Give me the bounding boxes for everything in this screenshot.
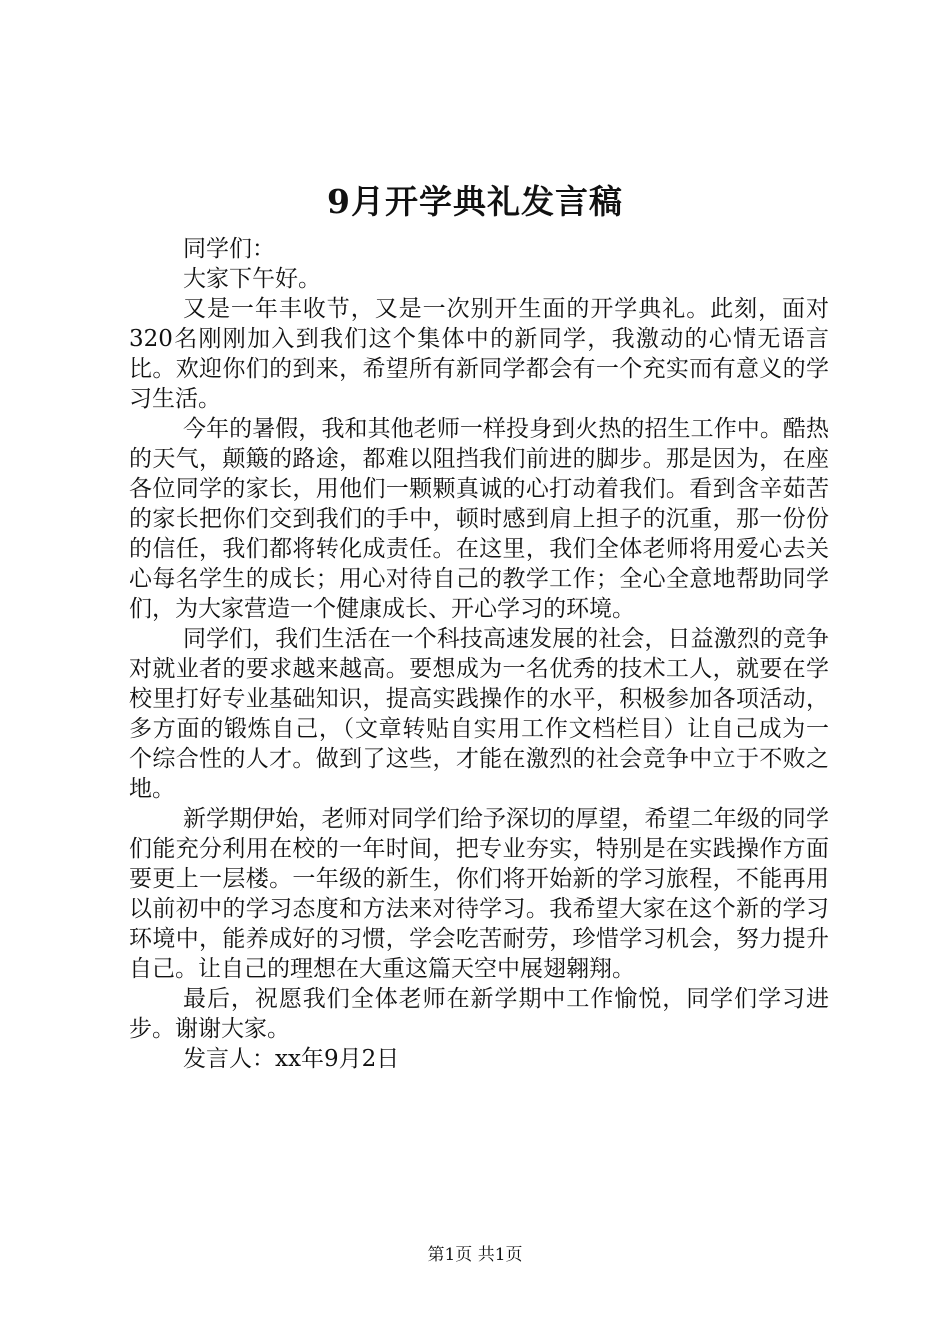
- page-footer: 第1页 共1页: [427, 1245, 523, 1265]
- salutation: 同学们：: [183, 236, 275, 262]
- paragraph-closing: 最后，祝愿我们全体老师在新学期中工作愉悦，同学们学习进步。谢谢大家。: [129, 986, 829, 1042]
- paragraph-welcome: 又是一年丰收节，又是一次别开生面的开学典礼。此刻，面对320名刚刚加入到我们这个集体中的新同学，我激动的心情无语言比。欢迎你们的到来，希望所有新同学都会有一个充实而有意义的学习生活。: [129, 296, 829, 412]
- signature-line: 发言人：xx年9月2日: [183, 1046, 400, 1072]
- paragraph-new-term: 新学期伊始，老师对同学们给予深切的厚望，希望二年级的同学们能充分利用在校的一年时间，把专业夯实，特别是在实践操作方面要更上一层楼。一年级的新生，你们将开始新的学习旅程，不能再用以前初中的学习态度和方法来对待学习。我希望大家在这个新的学习环境中，能养成好的习惯，学会吃苦耐劳，珍惜学习机会，努力提升自己。让自己的理想在大重这篇天空中展翅翱翔。: [129, 806, 829, 982]
- paragraph-summer: 今年的暑假，我和其他老师一样投身到火热的招生工作中。酷热的天气，颠簸的路途，都难以阻挡我们前进的脚步。那是因为，在座各位同学的家长，用他们一颗颗真诚的心打动着我们。看到含辛茹苦的家长把你们交到我们的手中，顿时感到肩上担子的沉重，那一份份的信任，我们都将转化成责任。在这里，我们全体老师将用爱心去关心每名学生的成长；用心对待自己的教学工作；全心全意地帮助同学们，为大家营造一个健康成长、开心学习的环境。: [129, 416, 829, 622]
- document-body: [129, 234, 829, 1074]
- paragraph-society: 同学们，我们生活在一个科技高速发展的社会，日益激烈的竞争对就业者的要求越来越高。要想成为一名优秀的技术工人，就要在学校里打好专业基础知识，提高实践操作的水平，积极参加各项活动，多方面的锻炼自己，（文章转贴自实用工作文档栏目）让自己成为一个综合性的人才。做到了这些，才能在激烈的社会竞争中立于不败之地。: [129, 626, 829, 802]
- greeting: 大家下午好。: [183, 266, 321, 292]
- document-title: 9月开学典礼发言稿: [327, 182, 623, 221]
